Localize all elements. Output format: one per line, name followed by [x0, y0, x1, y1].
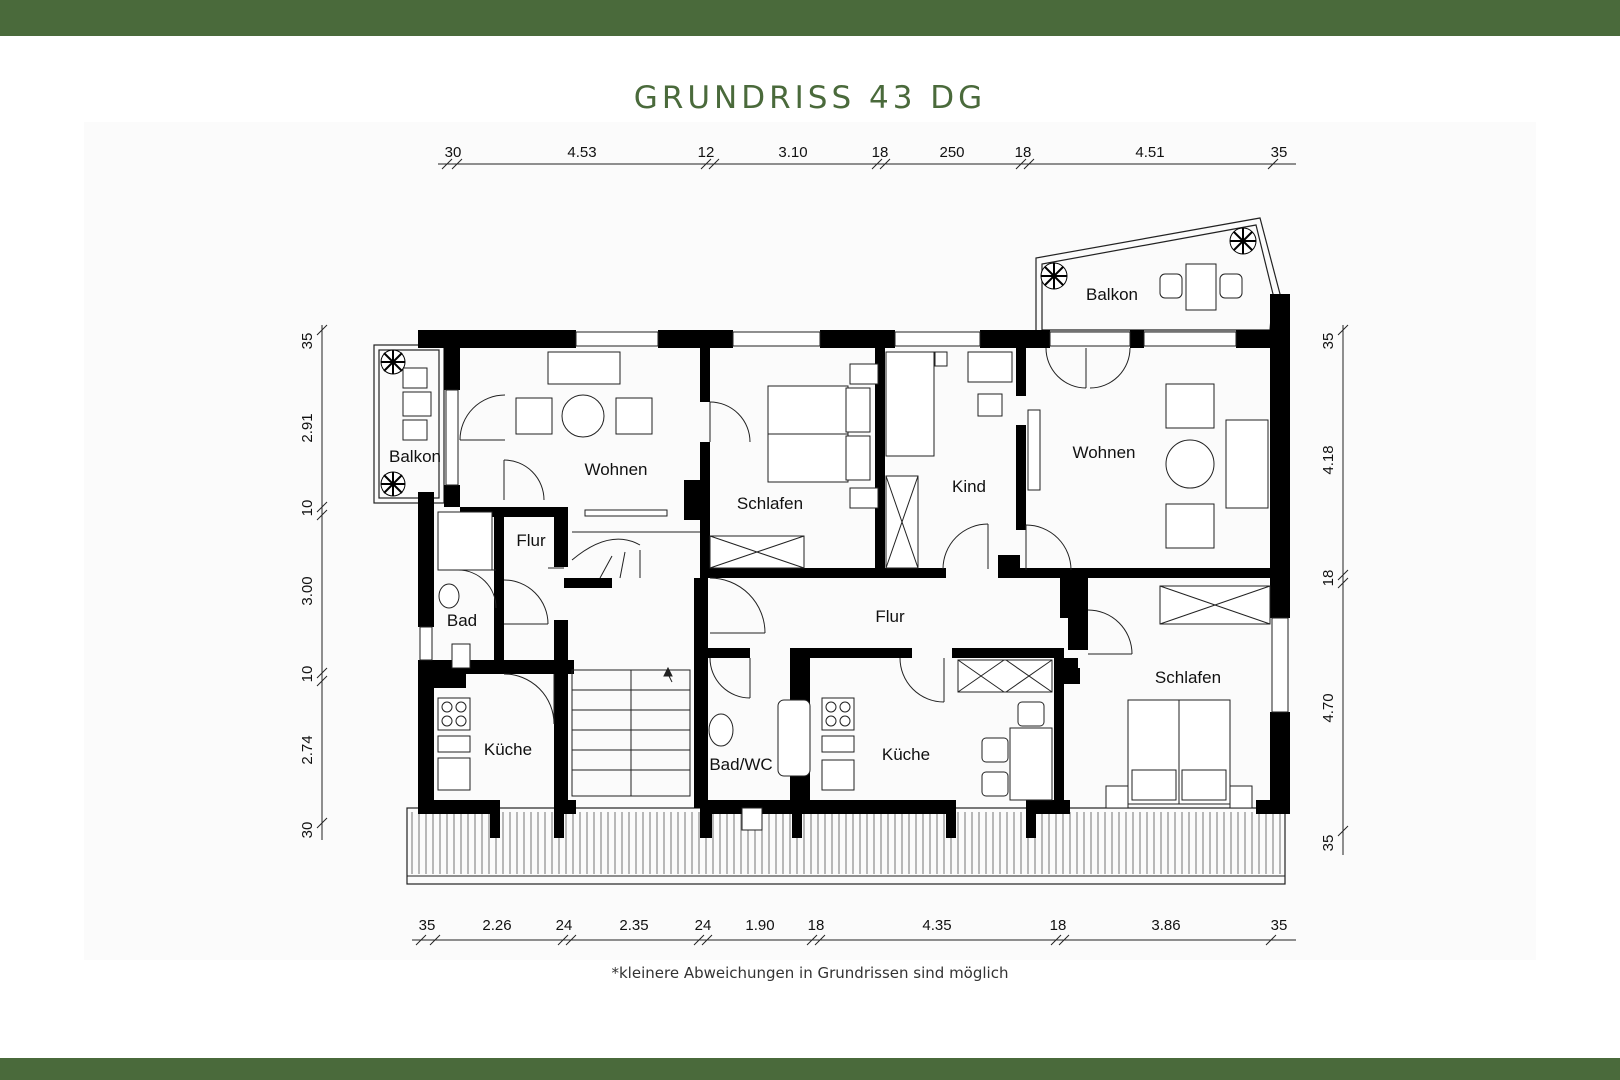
- room-label-kueche: Küche: [881, 745, 931, 764]
- dim-bottom-label: 24: [694, 917, 712, 934]
- room-label-balkon: Balkon: [389, 447, 441, 466]
- dim-right-label: 4.18: [1320, 445, 1337, 475]
- dim-bottom-label: 4.35: [922, 917, 952, 934]
- top-dimension-labels: [445, 144, 1288, 161]
- room-label-bad-wc: Bad/WC: [709, 755, 773, 774]
- dim-right-label: 35: [1320, 332, 1337, 350]
- dim-left-label: 30: [299, 821, 316, 839]
- room-label-kueche: Küche: [483, 740, 533, 759]
- dim-left-label: 2.91: [299, 413, 316, 443]
- room-label-wohnen: Wohnen: [1072, 443, 1136, 462]
- right-dimension-labels: [1320, 333, 1337, 852]
- room-label-schlafen: Schlafen: [736, 494, 804, 513]
- dim-top-label: 4.53: [567, 144, 597, 161]
- plant-icon: [381, 472, 405, 496]
- bottom-dimension-labels: [419, 917, 1288, 934]
- roof-eave-strip: [407, 808, 1285, 884]
- room-label-flur: Flur: [875, 607, 905, 626]
- dim-left-label: 10: [299, 499, 316, 517]
- room-label-kind: Kind: [951, 477, 987, 496]
- room-label-wohnen: Wohnen: [584, 460, 648, 479]
- dim-top-label: 18: [871, 144, 889, 161]
- dim-bottom-label: 1.90: [745, 917, 775, 934]
- room-label-schlafen: Schlafen: [1154, 668, 1222, 687]
- plant-icon: [381, 350, 405, 374]
- plant-icon: [1041, 263, 1067, 289]
- dim-bottom-label: 24: [555, 917, 573, 934]
- dim-top-label: 18: [1014, 144, 1032, 161]
- staircase: [572, 532, 700, 796]
- dim-bottom-label: 35: [1270, 917, 1288, 934]
- dim-bottom-label: 18: [807, 917, 825, 934]
- dim-top-label: 35: [1270, 144, 1288, 161]
- dim-top-label: 12: [697, 144, 715, 161]
- plant-icon: [1230, 228, 1256, 254]
- left-dimension-labels: [299, 333, 316, 839]
- room-label-bad: Bad: [446, 611, 478, 630]
- room-label-flur: Flur: [516, 531, 546, 550]
- dim-left-label: 10: [299, 665, 316, 683]
- dim-bottom-label: 3.86: [1151, 917, 1181, 934]
- dim-top-label: 4.51: [1135, 144, 1165, 161]
- dim-bottom-label: 2.35: [619, 917, 649, 934]
- dim-left-label: 3.00: [299, 576, 316, 606]
- dim-right-label: 4.70: [1320, 693, 1337, 723]
- bottom-brand-band: [0, 1058, 1620, 1080]
- dim-bottom-label: 18: [1049, 917, 1067, 934]
- dim-right-label: 35: [1320, 834, 1337, 852]
- room-label-balkon: Balkon: [1086, 285, 1138, 304]
- disclaimer-note: *kleinere Abweichungen in Grundrissen sind möglich: [611, 964, 1009, 982]
- dim-top-label: 30: [444, 144, 462, 161]
- dim-bottom-label: 2.26: [482, 917, 512, 934]
- page-title: GRUNDRISS 43 DG: [633, 80, 987, 116]
- dim-bottom-label: 35: [418, 917, 436, 934]
- dim-top-label: 250: [939, 144, 965, 161]
- dim-top-label: 3.10: [778, 144, 808, 161]
- dim-left-label: 35: [299, 332, 316, 350]
- dim-right-label: 18: [1320, 569, 1337, 587]
- dim-left-label: 2.74: [299, 735, 316, 765]
